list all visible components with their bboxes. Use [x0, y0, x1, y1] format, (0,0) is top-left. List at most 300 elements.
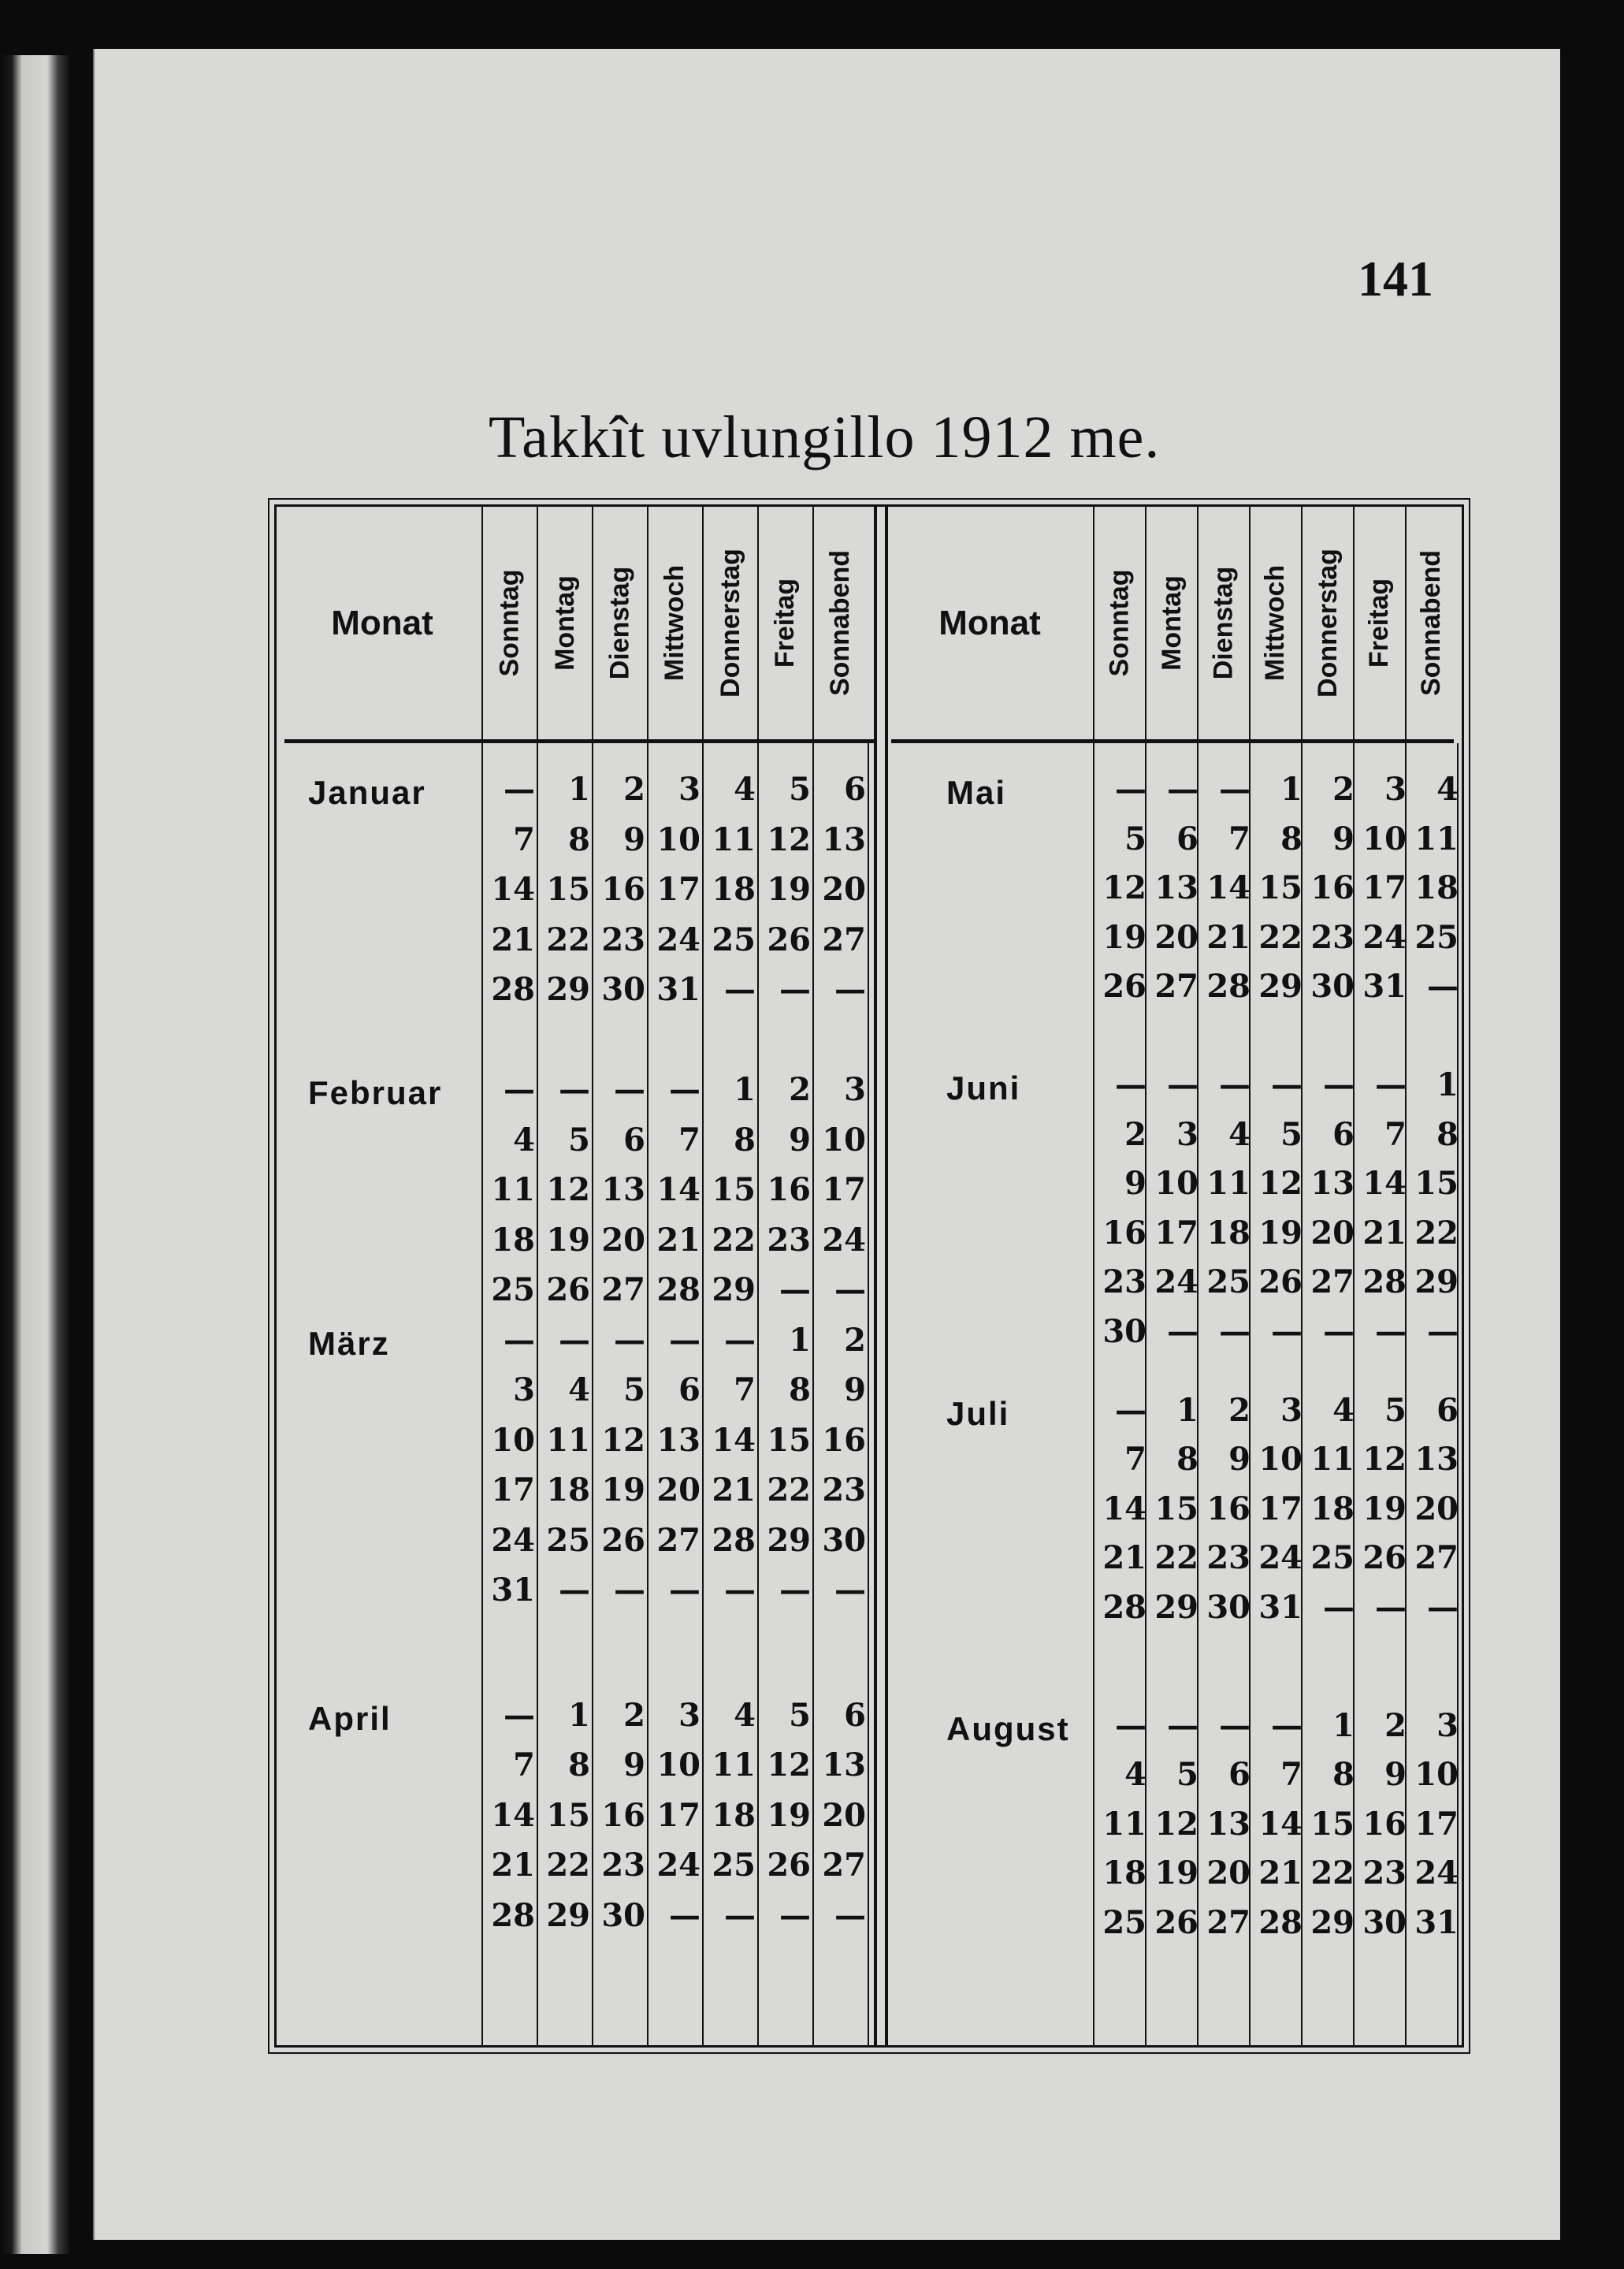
right-day-cell: 29 — [1414, 1263, 1459, 1300]
left-day-cell: 18 — [546, 1471, 590, 1508]
right-day-cell: 24 — [1362, 918, 1407, 956]
left-header — [284, 507, 874, 743]
left-day-cell: 9 — [623, 820, 645, 858]
left-day-cell: 14 — [656, 1171, 701, 1208]
left-day-cell: 3 — [678, 771, 701, 808]
left-day-cell: — — [669, 1321, 701, 1359]
right-day-cell: 4 — [1228, 1115, 1251, 1153]
left-day-cell: — — [504, 1696, 535, 1734]
left-day-cell: 25 — [712, 921, 756, 958]
right-day-cell: 11 — [1102, 1805, 1146, 1843]
left-day-cell: 26 — [767, 1847, 811, 1884]
right-day-cell: 19 — [1362, 1490, 1407, 1527]
right-day-cell: 7 — [1280, 1756, 1303, 1793]
right-day-cell: 17 — [1154, 1214, 1198, 1252]
left-day-cell: 24 — [656, 1847, 701, 1884]
right-day-cell: 4 — [1436, 771, 1459, 808]
left-day-cell: 15 — [712, 1171, 756, 1208]
right-day-cell: 2 — [1228, 1391, 1251, 1429]
left-day-cell: 1 — [568, 1696, 590, 1734]
right-day-cell: 29 — [1154, 1588, 1198, 1626]
left-day-cell: 21 — [491, 1847, 535, 1884]
left-weekday-header — [537, 507, 592, 739]
left-day-cell: 4 — [734, 771, 756, 808]
right-day-cell: 27 — [1206, 1903, 1251, 1941]
left-day-cell: 11 — [712, 820, 756, 858]
left-day-cell: 16 — [767, 1171, 811, 1208]
left-day-cell: 16 — [601, 871, 645, 908]
right-day-cell: 30 — [1310, 968, 1355, 1005]
right-day-cell: — — [1323, 1588, 1355, 1626]
left-day-cell: 28 — [491, 1896, 535, 1934]
left-day-cell: 18 — [712, 1796, 756, 1834]
right-day-cell: 14 — [1102, 1490, 1146, 1527]
right-day-cell: 13 — [1414, 1441, 1459, 1478]
right-day-cell: — — [1167, 1312, 1198, 1350]
left-month-name: März — [308, 1324, 390, 1362]
right-day-cell: 28 — [1102, 1588, 1146, 1626]
right-weekday-header — [1301, 507, 1353, 739]
left-day-cell: 29 — [546, 971, 590, 1008]
right-day-cell: 9 — [1228, 1441, 1251, 1478]
right-weekday-label: Donnerstag — [1312, 549, 1343, 697]
left-day-cell: 5 — [789, 771, 811, 808]
right-month-name: Juli — [946, 1394, 1010, 1432]
right-day-cell: 3 — [1176, 1115, 1198, 1153]
left-day-cell: 5 — [623, 1371, 645, 1408]
right-day-cell: 18 — [1414, 869, 1459, 906]
left-day-cell: 24 — [822, 1221, 866, 1259]
right-day-cell: 23 — [1362, 1854, 1407, 1891]
right-day-cell: 5 — [1280, 1115, 1303, 1153]
right-day-cell: 6 — [1332, 1115, 1355, 1153]
right-weekday-header — [1353, 507, 1405, 739]
left-day-cell: 27 — [656, 1521, 701, 1559]
right-month-name: Mai — [946, 774, 1007, 811]
right-day-cell: 16 — [1102, 1214, 1146, 1252]
left-day-cell: 28 — [656, 1271, 701, 1308]
left-day-cell: 28 — [712, 1521, 756, 1559]
left-day-cell: 26 — [767, 921, 811, 958]
right-day-cell: 18 — [1206, 1214, 1251, 1252]
right-day-cell: 1 — [1436, 1066, 1459, 1103]
left-day-cell: 16 — [601, 1796, 645, 1834]
left-day-cell: 17 — [822, 1171, 866, 1208]
right-day-cell: 8 — [1176, 1441, 1198, 1478]
binding-edge — [0, 55, 69, 2254]
left-day-cell: 12 — [546, 1171, 590, 1208]
page-number: 141 — [1358, 251, 1433, 307]
left-day-cell: 4 — [568, 1371, 590, 1408]
right-day-cell: 30 — [1206, 1588, 1251, 1626]
right-day-cell: 24 — [1414, 1854, 1459, 1891]
right-weekday-label: Sonnabend — [1416, 549, 1447, 697]
right-day-cell: 17 — [1414, 1805, 1459, 1843]
right-day-cell: 20 — [1310, 1214, 1355, 1252]
right-day-cell: — — [1115, 1706, 1146, 1744]
left-day-cell: 22 — [546, 1847, 590, 1884]
right-day-cell: 17 — [1258, 1490, 1303, 1527]
right-day-cell: 10 — [1154, 1165, 1198, 1202]
right-day-cell: 26 — [1102, 968, 1146, 1005]
left-day-cell: 2 — [623, 771, 645, 808]
left-day-cell: 15 — [546, 871, 590, 908]
left-day-cell: 3 — [678, 1696, 701, 1734]
right-month-name: Juni — [946, 1069, 1021, 1107]
left-day-cell: 8 — [734, 1121, 756, 1159]
right-day-cell: — — [1375, 1066, 1407, 1103]
right-day-cell: 30 — [1362, 1903, 1407, 1941]
left-day-cell: 20 — [822, 871, 866, 908]
right-day-cell: 14 — [1206, 869, 1251, 906]
left-day-cell: 26 — [546, 1271, 590, 1308]
right-day-cell: 31 — [1258, 1588, 1303, 1626]
left-day-cell: 20 — [822, 1796, 866, 1834]
right-day-cell: 27 — [1414, 1539, 1459, 1576]
calendar-right-half — [891, 507, 1459, 2045]
left-day-cell: 27 — [601, 1271, 645, 1308]
left-day-cell: — — [779, 1896, 811, 1934]
right-day-cell: 26 — [1362, 1539, 1407, 1576]
left-day-cell: 6 — [623, 1121, 645, 1159]
left-weekday-header — [647, 507, 702, 739]
right-day-cell: — — [1323, 1066, 1355, 1103]
left-day-cell: 11 — [546, 1421, 590, 1459]
left-day-cell: 7 — [678, 1121, 701, 1159]
right-day-cell: 5 — [1176, 1756, 1198, 1793]
right-day-cell: 20 — [1154, 918, 1198, 956]
left-month-name: April — [308, 1699, 392, 1737]
right-monat-header: Monat — [938, 603, 1041, 642]
left-weekday-label: Sonntag — [494, 569, 525, 677]
right-day-cell: 15 — [1414, 1165, 1459, 1202]
left-day-cell: 7 — [513, 820, 535, 858]
left-day-cell: 27 — [822, 1847, 866, 1884]
right-day-cell: 22 — [1258, 918, 1303, 956]
right-weekday-label: Sonntag — [1104, 569, 1135, 677]
left-day-cell: 21 — [491, 921, 535, 958]
left-day-cell: 6 — [678, 1371, 701, 1408]
left-day-cell: 29 — [546, 1896, 590, 1934]
right-day-cell: — — [1167, 1706, 1198, 1744]
left-month-name: Januar — [308, 774, 426, 811]
right-day-cell: 31 — [1414, 1903, 1459, 1941]
left-weekday-header — [481, 507, 537, 739]
right-day-cell: 2 — [1332, 771, 1355, 808]
left-day-cell: 9 — [623, 1746, 645, 1784]
right-day-cell: 6 — [1228, 1756, 1251, 1793]
left-day-cell: 14 — [491, 1796, 535, 1834]
left-day-cell: 9 — [844, 1371, 866, 1408]
right-day-cell: 15 — [1258, 869, 1303, 906]
calendar-left-half — [284, 507, 874, 2045]
right-day-cell: 28 — [1258, 1903, 1303, 1941]
left-day-cell: — — [779, 971, 811, 1008]
left-day-cell: — — [834, 1572, 866, 1609]
right-day-cell: 20 — [1206, 1854, 1251, 1891]
left-day-cell: 15 — [767, 1421, 811, 1459]
left-day-cell: 17 — [491, 1471, 535, 1508]
right-day-cell: 29 — [1310, 1903, 1355, 1941]
left-day-cell: — — [614, 1572, 645, 1609]
left-weekday-label: Freitag — [770, 578, 801, 668]
left-day-cell: 25 — [712, 1847, 756, 1884]
right-day-cell: 3 — [1280, 1391, 1303, 1429]
left-day-cell: — — [614, 1071, 645, 1108]
right-month-name: August — [946, 1709, 1070, 1747]
left-day-cell: — — [724, 1321, 756, 1359]
right-day-cell: 8 — [1436, 1115, 1459, 1153]
page-title: Takkît uvlungillo 1912 me. — [489, 404, 1161, 471]
left-day-cell: 29 — [767, 1521, 811, 1559]
left-weekday-header — [702, 507, 757, 739]
left-day-cell: 8 — [568, 1746, 590, 1784]
right-day-cell: 29 — [1258, 968, 1303, 1005]
left-day-cell: 6 — [844, 771, 866, 808]
right-day-cell: 21 — [1206, 918, 1251, 956]
left-day-cell: 22 — [712, 1221, 756, 1259]
left-day-cell: 1 — [568, 771, 590, 808]
right-day-cell: 17 — [1362, 869, 1407, 906]
left-day-cell: — — [834, 971, 866, 1008]
right-day-cell: 19 — [1258, 1214, 1303, 1252]
left-day-cell: 30 — [822, 1521, 866, 1559]
left-day-cell: 20 — [601, 1221, 645, 1259]
left-day-cell: — — [614, 1321, 645, 1359]
right-day-cell: 13 — [1154, 869, 1198, 906]
right-weekday-label: Montag — [1156, 575, 1187, 671]
left-day-cell: — — [724, 1896, 756, 1934]
left-day-cell: — — [779, 1572, 811, 1609]
left-day-cell: 2 — [789, 1071, 811, 1108]
right-day-cell: 12 — [1154, 1805, 1198, 1843]
left-day-cell: — — [834, 1896, 866, 1934]
right-day-cell: 23 — [1310, 918, 1355, 956]
right-day-cell: 8 — [1280, 820, 1303, 857]
left-day-cell: — — [504, 1071, 535, 1108]
right-day-cell: 21 — [1102, 1539, 1146, 1576]
right-day-cell: 26 — [1154, 1903, 1198, 1941]
right-day-cell: — — [1323, 1312, 1355, 1350]
right-day-cell: — — [1219, 1066, 1251, 1103]
center-divider — [874, 507, 888, 2045]
right-day-cell: 7 — [1228, 820, 1251, 857]
right-day-cell: 13 — [1206, 1805, 1251, 1843]
left-day-cell: 10 — [822, 1121, 866, 1159]
right-day-cell: 15 — [1310, 1805, 1355, 1843]
left-day-cell: 31 — [491, 1572, 535, 1609]
left-day-cell: 3 — [844, 1071, 866, 1108]
left-day-cell: 15 — [546, 1796, 590, 1834]
right-day-cell: 28 — [1206, 968, 1251, 1005]
right-day-cell: 23 — [1206, 1539, 1251, 1576]
right-day-cell: 31 — [1362, 968, 1407, 1005]
left-weekday-label: Mittwoch — [660, 564, 690, 682]
calendar-table — [274, 504, 1464, 2048]
left-day-cell: 23 — [601, 1847, 645, 1884]
right-day-cell: 30 — [1102, 1312, 1146, 1350]
right-day-cell: 24 — [1258, 1539, 1303, 1576]
left-day-cell: — — [834, 1271, 866, 1308]
right-day-cell: 20 — [1414, 1490, 1459, 1527]
right-day-cell: 16 — [1362, 1805, 1407, 1843]
left-day-cell: 2 — [844, 1321, 866, 1359]
right-day-cell: 2 — [1384, 1706, 1407, 1744]
right-day-cell: 14 — [1258, 1805, 1303, 1843]
left-monat-header: Monat — [331, 603, 433, 642]
right-day-cell: — — [1427, 1588, 1459, 1626]
left-day-cell: 14 — [491, 871, 535, 908]
left-day-cell: — — [779, 1271, 811, 1308]
right-day-cell: 25 — [1414, 918, 1459, 956]
right-weekday-header — [1405, 507, 1457, 739]
right-day-cell: 4 — [1332, 1391, 1355, 1429]
right-day-cell: 7 — [1384, 1115, 1407, 1153]
left-day-cell: 13 — [656, 1421, 701, 1459]
left-day-cell: — — [669, 1071, 701, 1108]
left-column-rule — [868, 743, 869, 2045]
left-day-cell: 13 — [601, 1171, 645, 1208]
left-day-cell: 10 — [491, 1421, 535, 1459]
left-day-cell: 6 — [844, 1696, 866, 1734]
right-day-cell: 16 — [1310, 869, 1355, 906]
right-day-cell: 2 — [1124, 1115, 1146, 1153]
right-day-cell: — — [1219, 771, 1251, 808]
left-weekday-label: Dienstag — [604, 566, 635, 680]
right-day-cell: 12 — [1362, 1441, 1407, 1478]
right-day-cell: — — [1427, 968, 1459, 1005]
right-day-cell: 26 — [1258, 1263, 1303, 1300]
right-day-cell: 10 — [1414, 1756, 1459, 1793]
right-day-cell: 15 — [1154, 1490, 1198, 1527]
left-day-cell: 21 — [656, 1221, 701, 1259]
left-day-cell: — — [669, 1896, 701, 1934]
left-day-cell: 13 — [822, 1746, 866, 1784]
right-day-cell: 16 — [1206, 1490, 1251, 1527]
left-day-cell: 7 — [734, 1371, 756, 1408]
right-day-cell: 19 — [1154, 1854, 1198, 1891]
right-day-cell: 19 — [1102, 918, 1146, 956]
right-day-cell: 25 — [1102, 1903, 1146, 1941]
left-day-cell: — — [559, 1321, 590, 1359]
right-day-cell: 3 — [1436, 1706, 1459, 1744]
left-day-cell: — — [724, 971, 756, 1008]
right-day-cell: — — [1375, 1588, 1407, 1626]
left-weekday-header — [757, 507, 812, 739]
right-day-cell: 27 — [1154, 968, 1198, 1005]
right-day-cell: — — [1375, 1312, 1407, 1350]
right-day-cell: 12 — [1102, 869, 1146, 906]
left-day-cell: 22 — [767, 1471, 811, 1508]
left-day-cell: 25 — [546, 1521, 590, 1559]
right-weekday-label: Freitag — [1364, 578, 1395, 668]
right-day-cell: 5 — [1384, 1391, 1407, 1429]
left-day-cell: 21 — [712, 1471, 756, 1508]
left-day-cell: — — [669, 1572, 701, 1609]
right-day-cell: 18 — [1102, 1854, 1146, 1891]
left-day-cell: 8 — [568, 820, 590, 858]
left-day-cell: 28 — [491, 971, 535, 1008]
right-day-cell: — — [1219, 1706, 1251, 1744]
right-day-cell: 14 — [1362, 1165, 1407, 1202]
right-weekday-header — [1145, 507, 1197, 739]
right-day-cell: 4 — [1124, 1756, 1146, 1793]
right-day-cell: — — [1219, 1312, 1251, 1350]
right-day-cell: — — [1271, 1066, 1303, 1103]
left-weekday-header — [812, 507, 868, 739]
left-day-cell: 19 — [767, 1796, 811, 1834]
right-day-cell: 28 — [1362, 1263, 1407, 1300]
left-day-cell: 30 — [601, 1896, 645, 1934]
left-day-cell: 30 — [601, 971, 645, 1008]
book-page — [93, 49, 1560, 2240]
right-weekday-label: Mittwoch — [1260, 564, 1291, 682]
right-day-cell: 21 — [1362, 1214, 1407, 1252]
right-day-cell: 5 — [1124, 820, 1146, 857]
right-day-cell: 9 — [1384, 1756, 1407, 1793]
left-day-cell: 10 — [656, 820, 701, 858]
right-day-cell: 11 — [1310, 1441, 1355, 1478]
left-day-cell: 24 — [656, 921, 701, 958]
left-day-cell: 3 — [513, 1371, 535, 1408]
right-day-cell: 12 — [1258, 1165, 1303, 1202]
right-day-cell: — — [1167, 1066, 1198, 1103]
left-weekday-header — [592, 507, 647, 739]
left-day-cell: 4 — [513, 1121, 535, 1159]
right-day-cell: 1 — [1332, 1706, 1355, 1744]
right-day-cell: — — [1115, 1391, 1146, 1429]
right-day-cell: 3 — [1384, 771, 1407, 808]
left-weekday-label: Sonnabend — [825, 549, 856, 697]
left-day-cell: 31 — [656, 971, 701, 1008]
right-day-cell: 1 — [1176, 1391, 1198, 1429]
left-day-cell: 5 — [789, 1696, 811, 1734]
right-day-cell: — — [1167, 771, 1198, 808]
left-day-cell: 9 — [789, 1121, 811, 1159]
left-day-cell: 11 — [491, 1171, 535, 1208]
left-day-cell: 4 — [734, 1696, 756, 1734]
left-day-cell: 12 — [601, 1421, 645, 1459]
right-day-cell: 22 — [1310, 1854, 1355, 1891]
right-weekday-label: Dienstag — [1208, 566, 1239, 680]
left-day-cell: 18 — [491, 1221, 535, 1259]
left-day-cell: 16 — [822, 1421, 866, 1459]
right-day-cell: — — [1115, 1066, 1146, 1103]
left-day-cell: — — [724, 1572, 756, 1609]
right-day-cell: 24 — [1154, 1263, 1198, 1300]
left-day-cell: 19 — [546, 1221, 590, 1259]
left-weekday-label: Montag — [549, 575, 580, 671]
left-day-cell: — — [504, 1321, 535, 1359]
left-day-cell: 18 — [712, 871, 756, 908]
left-day-cell: 2 — [623, 1696, 645, 1734]
right-day-cell: 6 — [1176, 820, 1198, 857]
left-day-cell: 17 — [656, 1796, 701, 1834]
right-day-cell: 6 — [1436, 1391, 1459, 1429]
right-day-cell: 25 — [1206, 1263, 1251, 1300]
right-day-cell: 7 — [1124, 1441, 1146, 1478]
left-day-cell: 13 — [822, 820, 866, 858]
right-day-cell: 22 — [1414, 1214, 1459, 1252]
right-day-cell: 9 — [1124, 1165, 1146, 1202]
right-header — [891, 507, 1454, 743]
left-day-cell: 23 — [767, 1221, 811, 1259]
left-day-cell: 1 — [789, 1321, 811, 1359]
right-day-cell: 8 — [1332, 1756, 1355, 1793]
left-day-cell: 14 — [712, 1421, 756, 1459]
right-day-cell: 11 — [1206, 1165, 1251, 1202]
right-day-cell: 10 — [1362, 820, 1407, 857]
